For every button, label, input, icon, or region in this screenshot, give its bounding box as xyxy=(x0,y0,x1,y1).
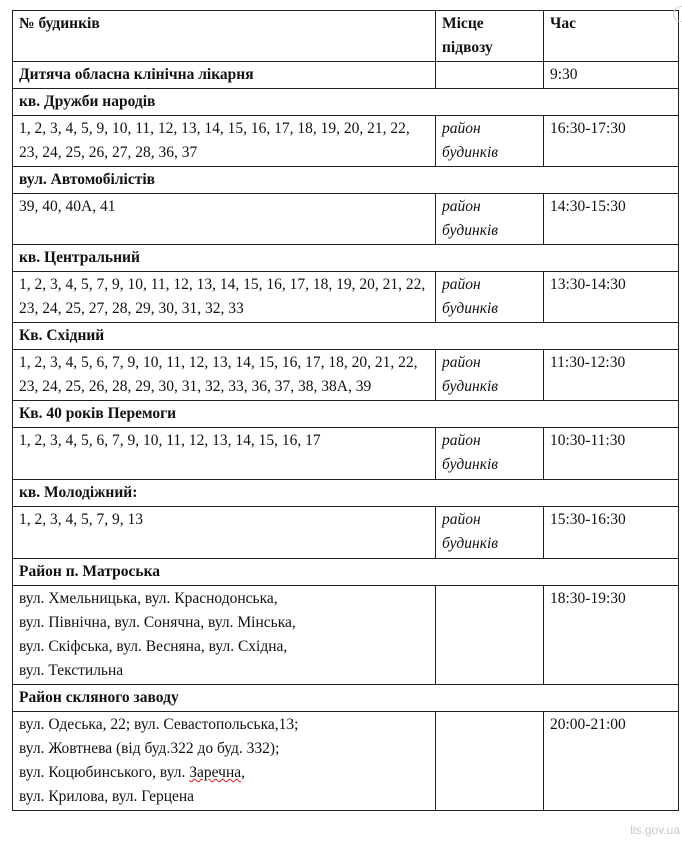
street-line: вул. Коцюбинського, вул. Заречна, xyxy=(19,764,245,781)
section-row xyxy=(13,685,679,712)
place-cell: район будинків xyxy=(436,507,544,559)
section-row xyxy=(13,559,679,586)
buildings-cell: 1, 2, 3, 4, 5, 7, 9, 13 xyxy=(13,507,436,559)
time-cell: 11:30-12:30 xyxy=(544,350,679,401)
place-cell xyxy=(436,586,544,685)
time-cell: 16:30-17:30 xyxy=(544,116,679,167)
time-cell: 20:00-21:00 xyxy=(544,712,679,811)
section-title: Кв. 40 років Перемоги xyxy=(13,401,679,428)
buildings-cell: 1, 2, 3, 4, 5, 6, 7, 9, 10, 11, 12, 13, 14, 15, 16, 17, 18, 20, 21, 22, 23, 24, 25, 26, 28, 29, 30, 31, 32, 33, 36, 37, 38, 38А, 39 xyxy=(13,350,436,401)
streets-cell xyxy=(13,586,436,685)
spellcheck-underline: Заречна xyxy=(189,764,242,781)
street-line: вул. Хмельницька, вул. Краснодонська, xyxy=(19,590,278,607)
section-row xyxy=(13,167,679,194)
time-cell: 9:30 xyxy=(544,62,679,89)
place-cell xyxy=(436,712,544,811)
table-row xyxy=(13,586,679,685)
section-title: кв. Центральний xyxy=(13,245,679,272)
table-row xyxy=(13,712,679,811)
section-title: кв. Дружби народів xyxy=(13,89,679,116)
place-cell xyxy=(436,62,544,89)
buildings-cell: 1, 2, 3, 4, 5, 9, 10, 11, 12, 13, 14, 15, 16, 17, 18, 19, 20, 21, 22, 23, 24, 25, 26, 27, 28, 36, 37 xyxy=(13,116,436,167)
table-row xyxy=(13,272,679,323)
place-cell: район будинків xyxy=(436,428,544,480)
time-cell: 10:30-11:30 xyxy=(544,428,679,480)
section-title: кв. Молодіжний: xyxy=(13,480,679,507)
buildings-cell: 1, 2, 3, 4, 5, 7, 9, 10, 11, 12, 13, 14, 15, 16, 17, 18, 19, 20, 21, 22, 23, 24, 25, 27, 28, 29, 30, 31, 32, 33 xyxy=(13,272,436,323)
scroll-edge-mark xyxy=(673,6,682,22)
section-row xyxy=(13,245,679,272)
street-line: вул. Текстильна xyxy=(19,662,124,679)
table-row xyxy=(13,194,679,245)
section-title: Район скляного заводу xyxy=(13,685,679,712)
table-header-row xyxy=(13,11,679,62)
time-cell: 18:30-19:30 xyxy=(544,586,679,685)
schedule-table xyxy=(12,10,679,811)
time-cell: 14:30-15:30 xyxy=(544,194,679,245)
table-row xyxy=(13,428,679,480)
place-cell: район будинків xyxy=(436,116,544,167)
street-line: вул. Одеська, 22; вул. Севастопольська,13; xyxy=(19,716,299,733)
time-cell: 13:30-14:30 xyxy=(544,272,679,323)
section-title: Дитяча обласна клінічна лікарня xyxy=(13,62,436,89)
buildings-cell: 39, 40, 40А, 41 xyxy=(13,194,436,245)
street-line: вул. Скіфська, вул. Весняна, вул. Східна, xyxy=(19,638,288,655)
header-time: Час xyxy=(544,11,679,62)
street-line: вул. Жовтнева (від буд.322 до буд. 332); xyxy=(19,740,280,757)
header-place: Місце підвозу xyxy=(436,11,544,62)
section-title: вул. Автомобілістів xyxy=(13,167,679,194)
place-cell: район будинків xyxy=(436,272,544,323)
section-row xyxy=(13,480,679,507)
buildings-cell: 1, 2, 3, 4, 5, 6, 7, 9, 10, 11, 12, 13, 14, 15, 16, 17 xyxy=(13,428,436,480)
table-row xyxy=(13,350,679,401)
street-line: вул. Крилова, вул. Герцена xyxy=(19,788,195,805)
time-cell: 15:30-16:30 xyxy=(544,507,679,559)
site-watermark: lis.gov.ua xyxy=(630,823,680,837)
place-cell: район будинків xyxy=(436,350,544,401)
table-row xyxy=(13,116,679,167)
header-buildings: № будинків xyxy=(13,11,436,62)
table-row xyxy=(13,507,679,559)
section-title: Район п. Матроська xyxy=(13,559,679,586)
table-row xyxy=(13,62,679,89)
streets-cell xyxy=(13,712,436,811)
section-title: Кв. Східний xyxy=(13,323,679,350)
place-cell: район будинків xyxy=(436,194,544,245)
section-row xyxy=(13,401,679,428)
section-row xyxy=(13,89,679,116)
street-line: вул. Північна, вул. Сонячна, вул. Мінська, xyxy=(19,614,296,631)
section-row xyxy=(13,323,679,350)
